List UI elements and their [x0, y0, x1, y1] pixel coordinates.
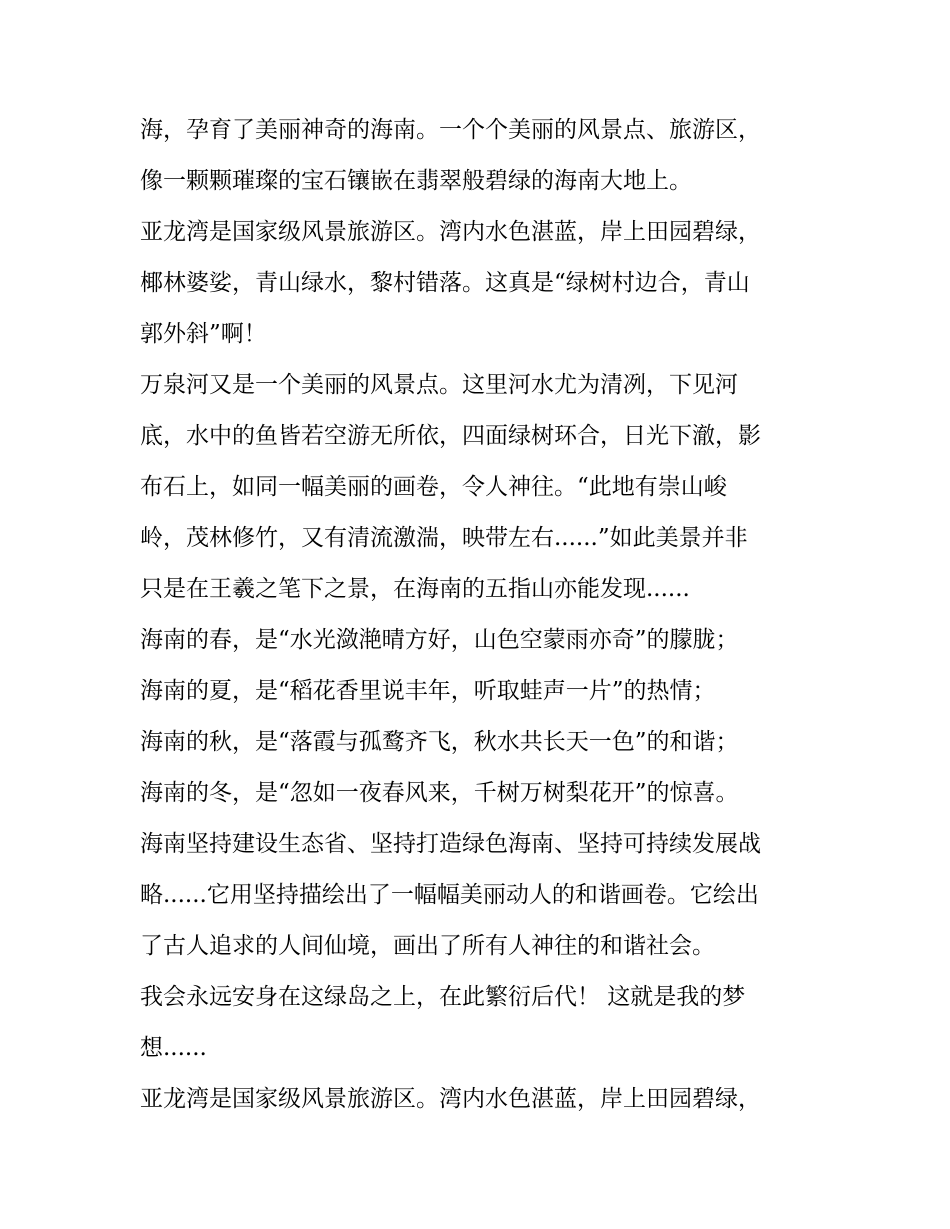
text-line: 岭，茂林修竹，又有清流激湍，映带左右......”如此美景并非 [140, 525, 748, 551]
text-line: 万泉河又是一个美丽的风景点。这里河水尤为清冽，下见河 [140, 372, 738, 398]
text-line: 想...... [140, 1035, 207, 1061]
text-line: 布石上，如同一幅美丽的画卷，令人神往。“此地有崇山峻 [140, 474, 727, 500]
text-line: 海，孕育了美丽神奇的海南。一个个美丽的风景点、旅游区， [140, 117, 761, 143]
text-line: 海南坚持建设生态省、坚持打造绿色海南、坚持可持续发展战 [140, 831, 761, 857]
text-line: 底，水中的鱼皆若空游无所依，四面绿树环合，日光下澈，影 [140, 423, 761, 449]
text-line: 只是在王羲之笔下之景，在海南的五指山亦能发现...... [140, 576, 690, 602]
text-line: 我会永远安身在这绿岛之上，在此繁衍后代！ 这就是我的梦 [140, 984, 746, 1010]
text-line: 海南的夏，是“稻花香里说丰年，听取蛙声一片”的热情； [140, 678, 716, 704]
document-body [140, 105, 830, 1125]
text-line: 椰林婆娑，青山绿水，黎村错落。这真是“绿树村边合，青山 [140, 270, 750, 296]
text-line: 郭外斜”啊！ [140, 321, 267, 347]
text-line: 了古人追求的人间仙境，画出了所有人神往的和谐社会。 [140, 933, 715, 959]
text-line: 像一颗颗璀璨的宝石镶嵌在翡翠般碧绿的海南大地上。 [140, 168, 692, 194]
text-line: 海南的秋，是“落霞与孤鹜齐飞，秋水共长天一色”的和谐； [140, 729, 739, 755]
text-line: 亚龙湾是国家级风景旅游区。湾内水色湛蓝，岸上田园碧绿， [140, 1086, 761, 1112]
text-line: 亚龙湾是国家级风景旅游区。湾内水色湛蓝，岸上田园碧绿， [140, 219, 761, 245]
text-line: 略......它用坚持描绘出了一幅幅美丽动人的和谐画卷。它绘出 [140, 882, 759, 908]
text-line: 海南的冬，是“忽如一夜春风来，千树万树梨花开”的惊喜。 [140, 780, 739, 806]
text-line: 海南的春，是“水光潋滟晴方好，山色空蒙雨亦奇”的朦胧； [140, 627, 739, 653]
